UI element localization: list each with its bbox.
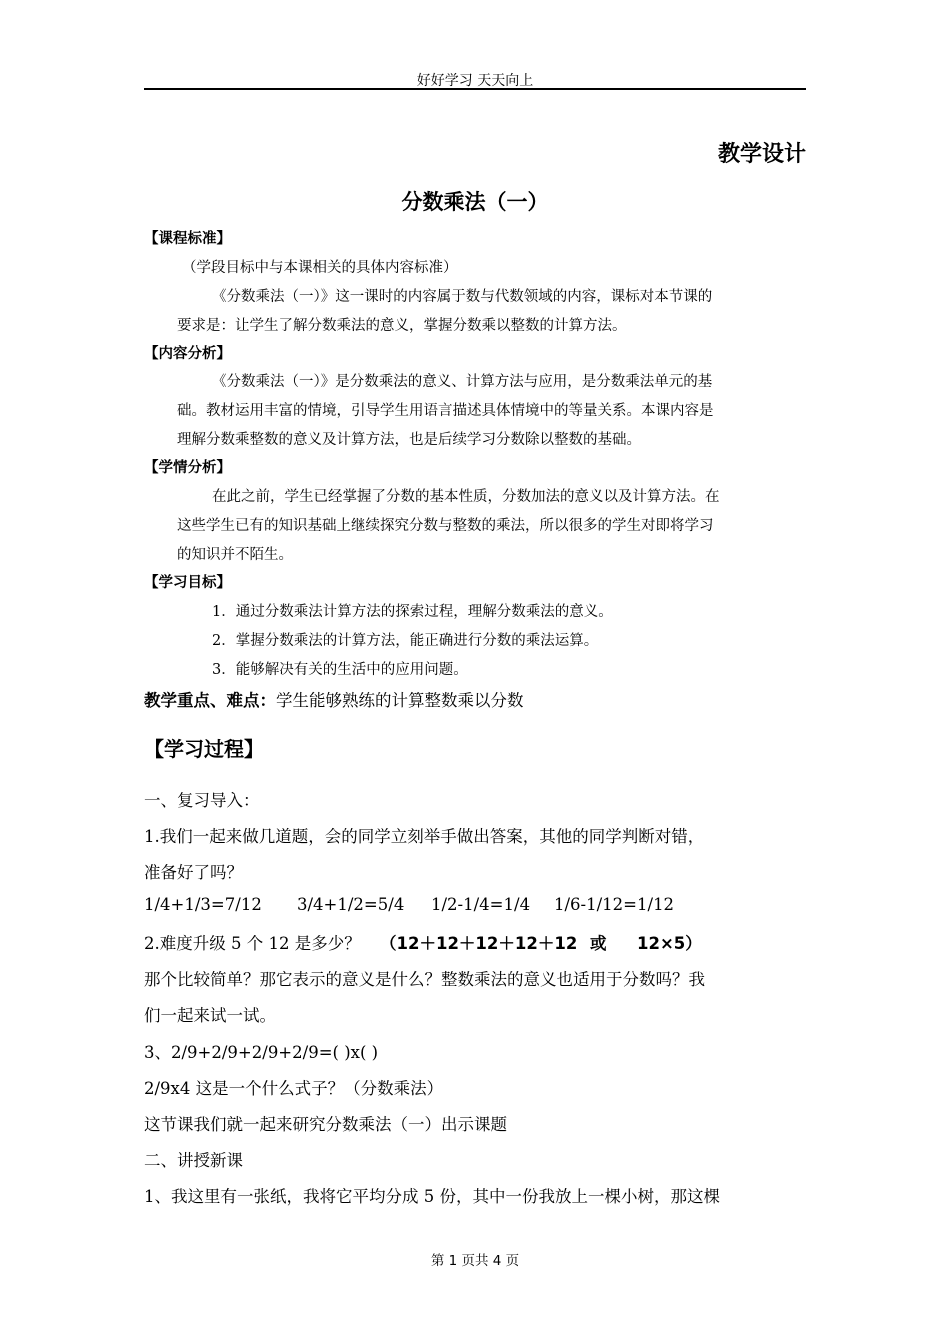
learner-line: 的知识并不陌生。: [177, 547, 293, 563]
section-heading-content: 【内容分析】: [144, 346, 231, 362]
standard-line: 要求是：让学生了解分数乘法的意义，掌握分数乘以整数的计算方法。: [177, 318, 627, 334]
page-header: 好好学习 天天向上: [416, 73, 534, 89]
section-heading-standard: 【课程标准】: [144, 231, 231, 247]
header-rule: [144, 88, 806, 90]
process-line: 2.难度升级 5 个 12 是多少？: [144, 934, 361, 953]
process-line: 1、我这里有一张纸，我将它平均分成 5 份，其中一份我放上一棵小树，那这棵: [144, 1187, 720, 1206]
equation: 1/4+1/3=7/12: [144, 895, 262, 914]
content-line: 《分数乘法（一）》是分数乘法的意义、计算方法与应用，是分数乘法单元的基: [212, 374, 713, 390]
learner-line: 在此之前，学生已经掌握了分数的基本性质，分数加法的意义以及计算方法。在: [212, 489, 720, 505]
equation: 1/2-1/4=1/4: [431, 895, 531, 914]
process-line: 准备好了吗？: [144, 863, 243, 882]
section-heading-goals: 【学习目标】: [144, 575, 231, 591]
equation: 3/4+1/2=5/4: [297, 895, 405, 914]
process-line: 们一起来试一试。: [144, 1006, 276, 1025]
expression-sum: （12＋12＋12＋12＋12: [380, 934, 578, 953]
standard-line: 《分数乘法（一）》这一课时的内容属于数与代数领域的内容，课标对本节课的: [212, 289, 713, 305]
goal-item: 1．通过分数乘法计算方法的探索过程，理解分数乘法的意义。: [212, 604, 613, 620]
process-line: 一、复习导入：: [144, 791, 260, 810]
learner-line: 这些学生已有的知识基础上继续探究分数与整数的乘法，所以很多的学生对即将学习: [177, 518, 714, 534]
document-type: 教学设计: [717, 142, 806, 167]
process-line: 这节课我们就一起来研究分数乘法（一）出示课题: [144, 1115, 507, 1134]
key-points-label: 教学重点、难点：: [144, 691, 276, 710]
equation: 1/6-1/12=1/12: [554, 895, 675, 914]
process-line: 二、讲授新课: [144, 1151, 243, 1170]
content-line: 理解分数乘整数的意义及计算方法，也是后续学习分数除以整数的基础。: [177, 432, 641, 448]
key-points-line: [144, 687, 524, 711]
page-footer: 第 1 页共 4 页: [430, 1253, 520, 1269]
content-line: 础。教材运用丰富的情境，引导学生用语言描述具体情境中的等量关系。本课内容是: [177, 403, 714, 419]
section-heading-learner: 【学情分析】: [144, 460, 231, 476]
key-points-text: 学生能够熟练的计算整数乘以分数: [276, 691, 524, 710]
standard-note: （学段目标中与本课相关的具体内容标准）: [182, 260, 458, 276]
process-line: 2/9x4 这是一个什么式子？（分数乘法）: [144, 1079, 444, 1098]
process-line: 那个比较简单？那它表示的意义是什么？整数乘法的意义也适用于分数吗？我: [144, 970, 705, 989]
expression-or: 或: [590, 934, 607, 953]
expression-product: 12×5）: [637, 934, 702, 953]
section-heading-process: 【学习过程】: [144, 737, 264, 761]
page-title: 分数乘法（一）: [401, 190, 549, 214]
goal-item: 3．能够解决有关的生活中的应用问题。: [212, 662, 468, 678]
goal-item: 2．掌握分数乘法的计算方法，能正确进行分数的乘法运算。: [212, 633, 599, 649]
process-line: 3、2/9+2/9+2/9+2/9=( )x( ): [144, 1043, 379, 1062]
process-line: 1.我们一起来做几道题，会的同学立刻举手做出答案，其他的同学判断对错，: [144, 827, 705, 846]
